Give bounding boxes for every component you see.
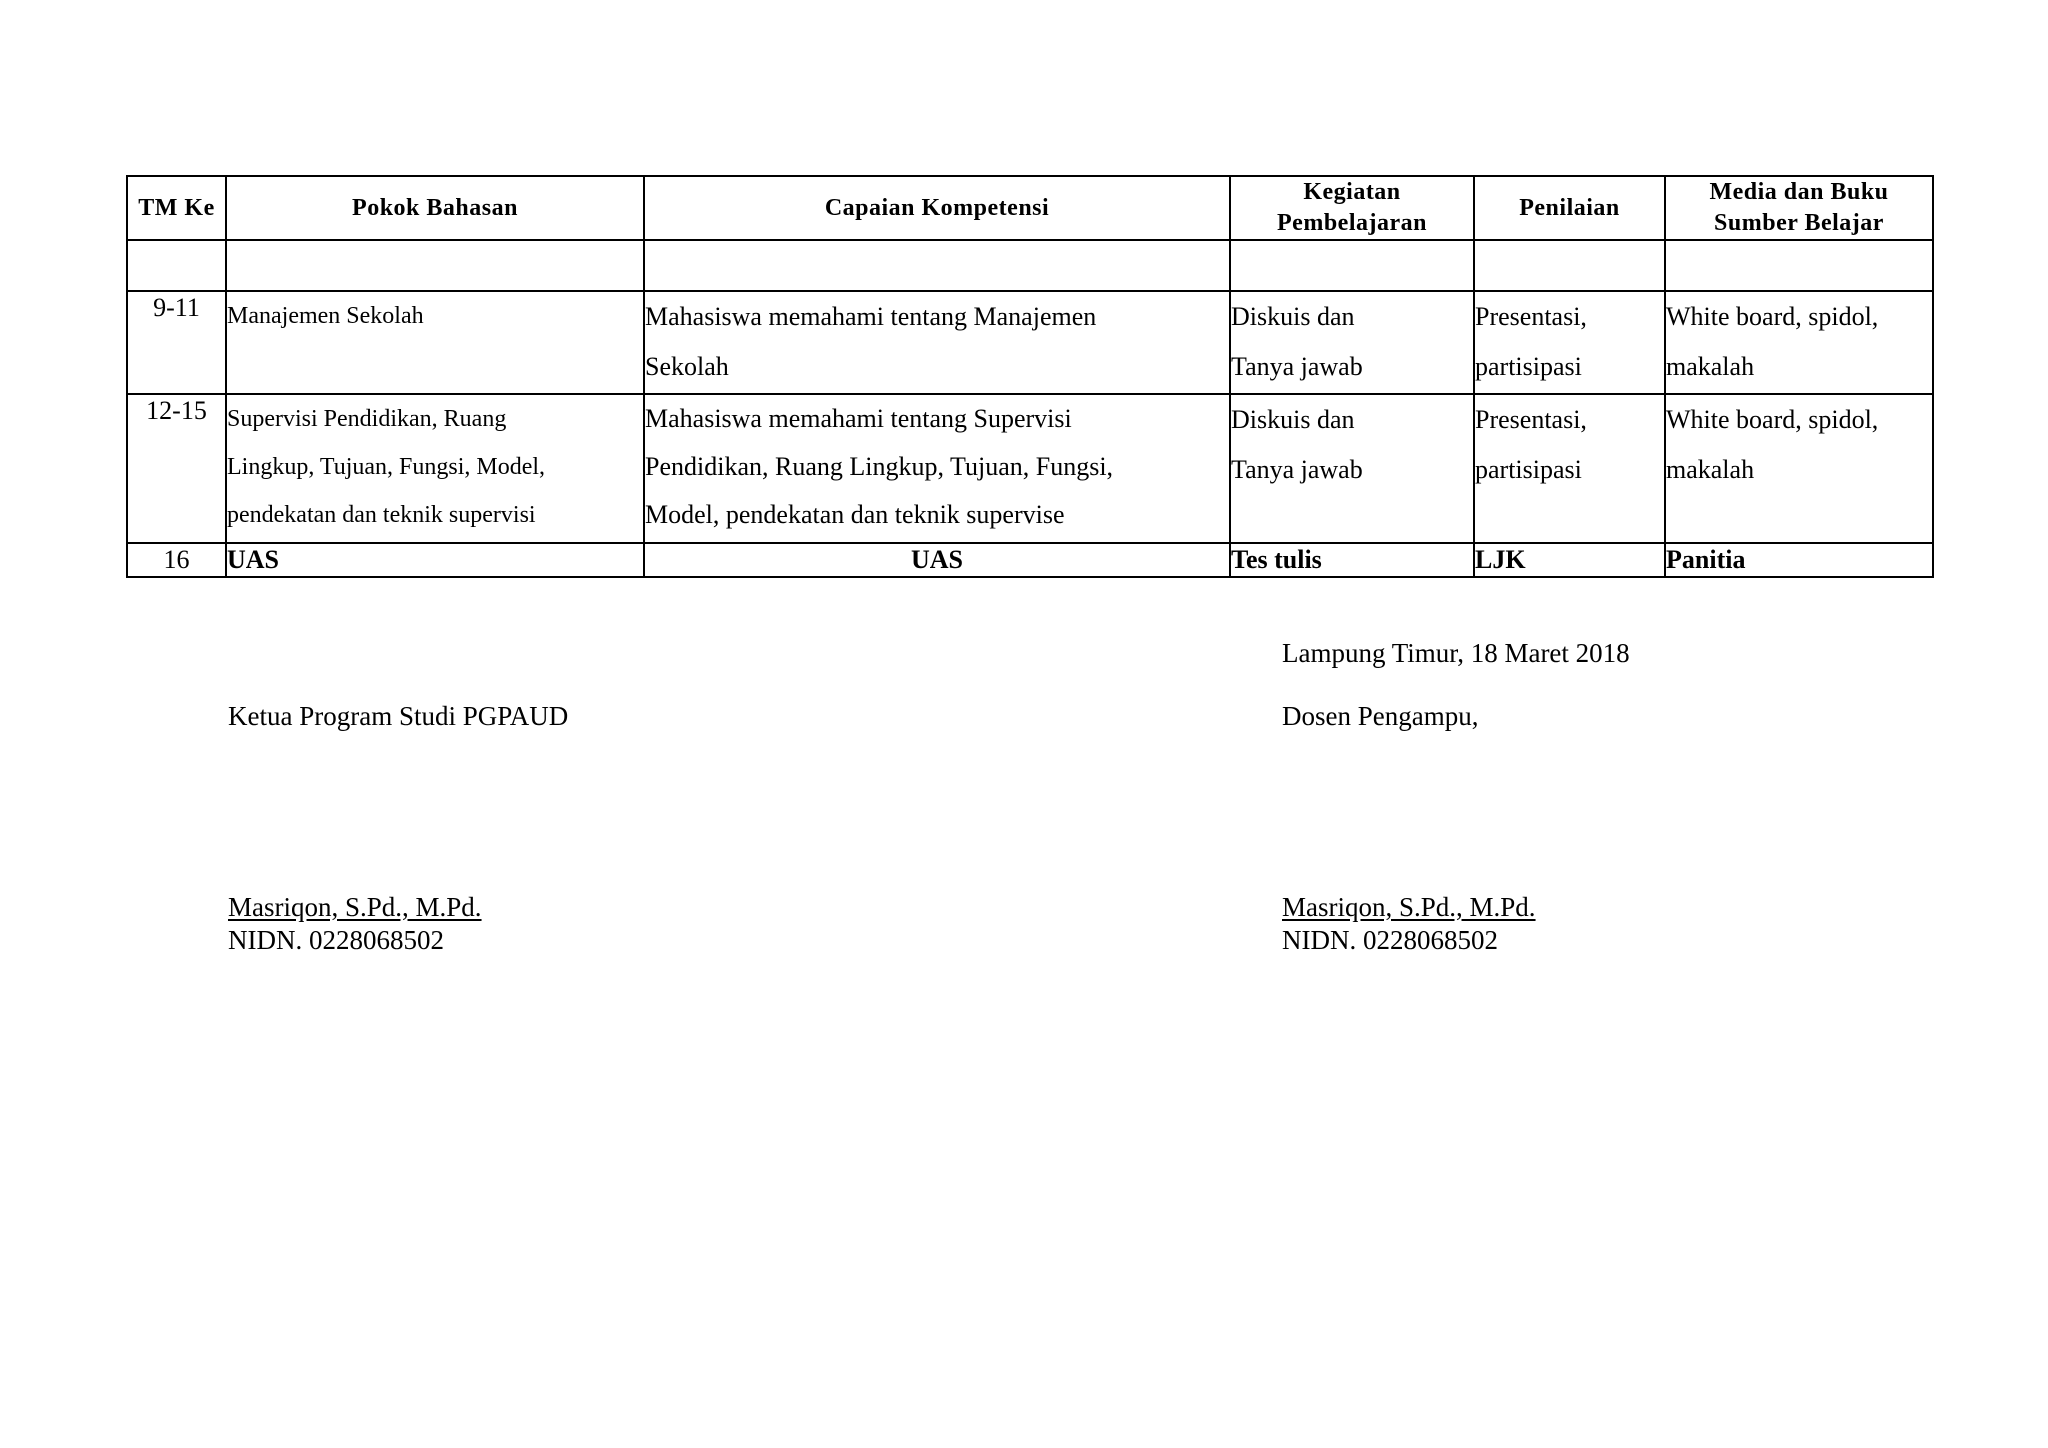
row-penilaian: Presentasi, partisipasi (1474, 394, 1665, 543)
header-tm: TM Ke (127, 176, 226, 240)
right-signer-nidn: NIDN. 0228068502 (1282, 925, 1498, 955)
header-media: Media dan Buku Sumber Belajar (1665, 176, 1933, 240)
table-row (127, 543, 1933, 577)
right-signer-name: Masriqon, S.Pd., M.Pd. (1282, 892, 1536, 922)
empty-row (127, 240, 1933, 291)
row-capaian: Mahasiswa memahami tentang Manajemen Sekolah (644, 291, 1230, 394)
syllabus-table (126, 175, 1934, 578)
row-pokok-bahasan: UAS (226, 543, 644, 577)
row-kegiatan: Diskuis dan Tanya jawab (1230, 394, 1474, 543)
place-date: Lampung Timur, 18 Maret 2018 (1282, 638, 1630, 668)
row-kegiatan: Diskuis dan Tanya jawab (1230, 291, 1474, 394)
row-media: Panitia (1665, 543, 1933, 577)
header-kegiatan-pembelajaran: Kegiatan Pembelajaran (1230, 176, 1474, 240)
left-signer-name: Masriqon, S.Pd., M.Pd. (228, 892, 482, 922)
row-pokok-bahasan: Manajemen Sekolah (226, 291, 644, 394)
row-capaian: UAS (644, 543, 1230, 577)
row-kegiatan: Tes tulis (1230, 543, 1474, 577)
left-signer-nidn: NIDN. 0228068502 (228, 925, 444, 955)
row-media: White board, spidol, makalah (1665, 291, 1933, 394)
left-signer-role: Ketua Program Studi PGPAUD (228, 701, 569, 731)
row-tm: 12-15 (127, 394, 226, 543)
table-row (127, 291, 1933, 394)
header-penilaian: Penilaian (1474, 176, 1665, 240)
header-pokok-bahasan: Pokok Bahasan (226, 176, 644, 240)
header-capaian-kompetensi: Capaian Kompetensi (644, 176, 1230, 240)
row-media: White board, spidol, makalah (1665, 394, 1933, 543)
row-capaian: Mahasiswa memahami tentang Supervisi Pendidikan, Ruang Lingkup, Tujuan, Fungsi, Model, pendekatan dan teknik supervise (644, 394, 1230, 543)
row-tm: 16 (127, 543, 226, 577)
table-header-row (127, 176, 1933, 240)
right-signer-role: Dosen Pengampu, (1282, 701, 1479, 731)
row-penilaian: LJK (1474, 543, 1665, 577)
row-penilaian: Presentasi, partisipasi (1474, 291, 1665, 394)
table-row (127, 394, 1933, 543)
row-tm: 9-11 (127, 291, 226, 394)
row-pokok-bahasan: Supervisi Pendidikan, Ruang Lingkup, Tujuan, Fungsi, Model, pendekatan dan teknik supervisi (226, 394, 644, 543)
